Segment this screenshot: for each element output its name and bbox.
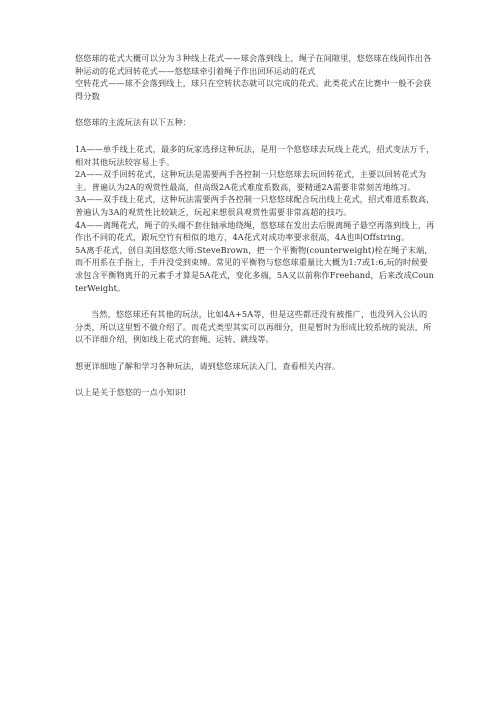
document-page	[75, 52, 435, 399]
style-3a: 3A——双手线上花式，这种玩法需要两手各控制一只悠悠球配合玩出线上花式，招式难道系数高，普遍认为3A的观赏性比较缺乏，玩起来想很具观赏性需要非常高超的技巧。	[75, 194, 435, 217]
spacer	[75, 129, 435, 143]
styles-heading: 悠悠球的主流玩法有以下五种：	[75, 117, 192, 128]
other-styles-paragraph: 当然，悠悠球还有其他的玩法，比如4A+5A等，但是这些都还没有被推广，也没列入公认的分类，所以这里暂不做介绍了。而花式类型其实可以再细分，但是暂时为形成比较系统的说法，所以不详细介绍，例如线上花式的套绳、运转、跳线等。	[75, 309, 432, 345]
spacer	[75, 346, 435, 360]
style-1a: 1A——单手线上花式，最多的玩家选择这种玩法，是用一个悠悠球去玩线上花式，招式变法万千，相对其他玩法较容易上手。	[75, 143, 435, 167]
spacer	[75, 102, 435, 116]
style-2a: 2A——双手回转花式，这种玩法是需要两手各控制一只悠悠球去玩回转花式，主要以回转花式为主。普遍认为2A的观赏性最高，但高级2A花式难度系数高，要精通2A需要非常刻苦地练习。	[75, 169, 427, 192]
more-info-paragraph: 想更详细地了解和学习各种玩法，请到悠悠球玩法入门，查看相关内容。	[75, 360, 341, 371]
closing-paragraph: 以上是关于悠悠的一点小知识!	[75, 387, 187, 398]
spacer	[75, 372, 435, 386]
spacer	[75, 294, 435, 308]
intro-paragraph-2: 空转花式——球不会落到线上，球只在空转状态就可以完成的花式。此类花式在比赛中一般不会获得分数	[75, 78, 432, 101]
style-5a: 5A离手花式，创自美国悠悠大师:SteveBrown，把一个平衡物(counterweight)栓在绳子末端，而不用系在手指上，手并没受到束缚。常见的平衡物与悠悠球重量比大概为1:7或1:6,玩的时候要求包含平衡物离开的元素手才算是5A花式，变化多端，5A又以前称作Freehand，后来改成CounterWeight。	[75, 244, 435, 293]
style-4a: 4A——离绳花式，绳子的头端不套住轴承地绕绳，悠悠球在发出去后脱离绳子悬空再落到线上，再作出不同的花式，跟玩空竹有相似的地方，4A花式对成功率要求很高，4A也叫Offstring。	[75, 219, 435, 243]
intro-paragraph-1: 悠悠球的花式大概可以分为３种线上花式——球会落到线上，绳子在间隙里，悠悠球在线间作出各种运动的花式回转花式——悠悠球牵引着绳子作出回环运动的花式	[75, 53, 432, 76]
